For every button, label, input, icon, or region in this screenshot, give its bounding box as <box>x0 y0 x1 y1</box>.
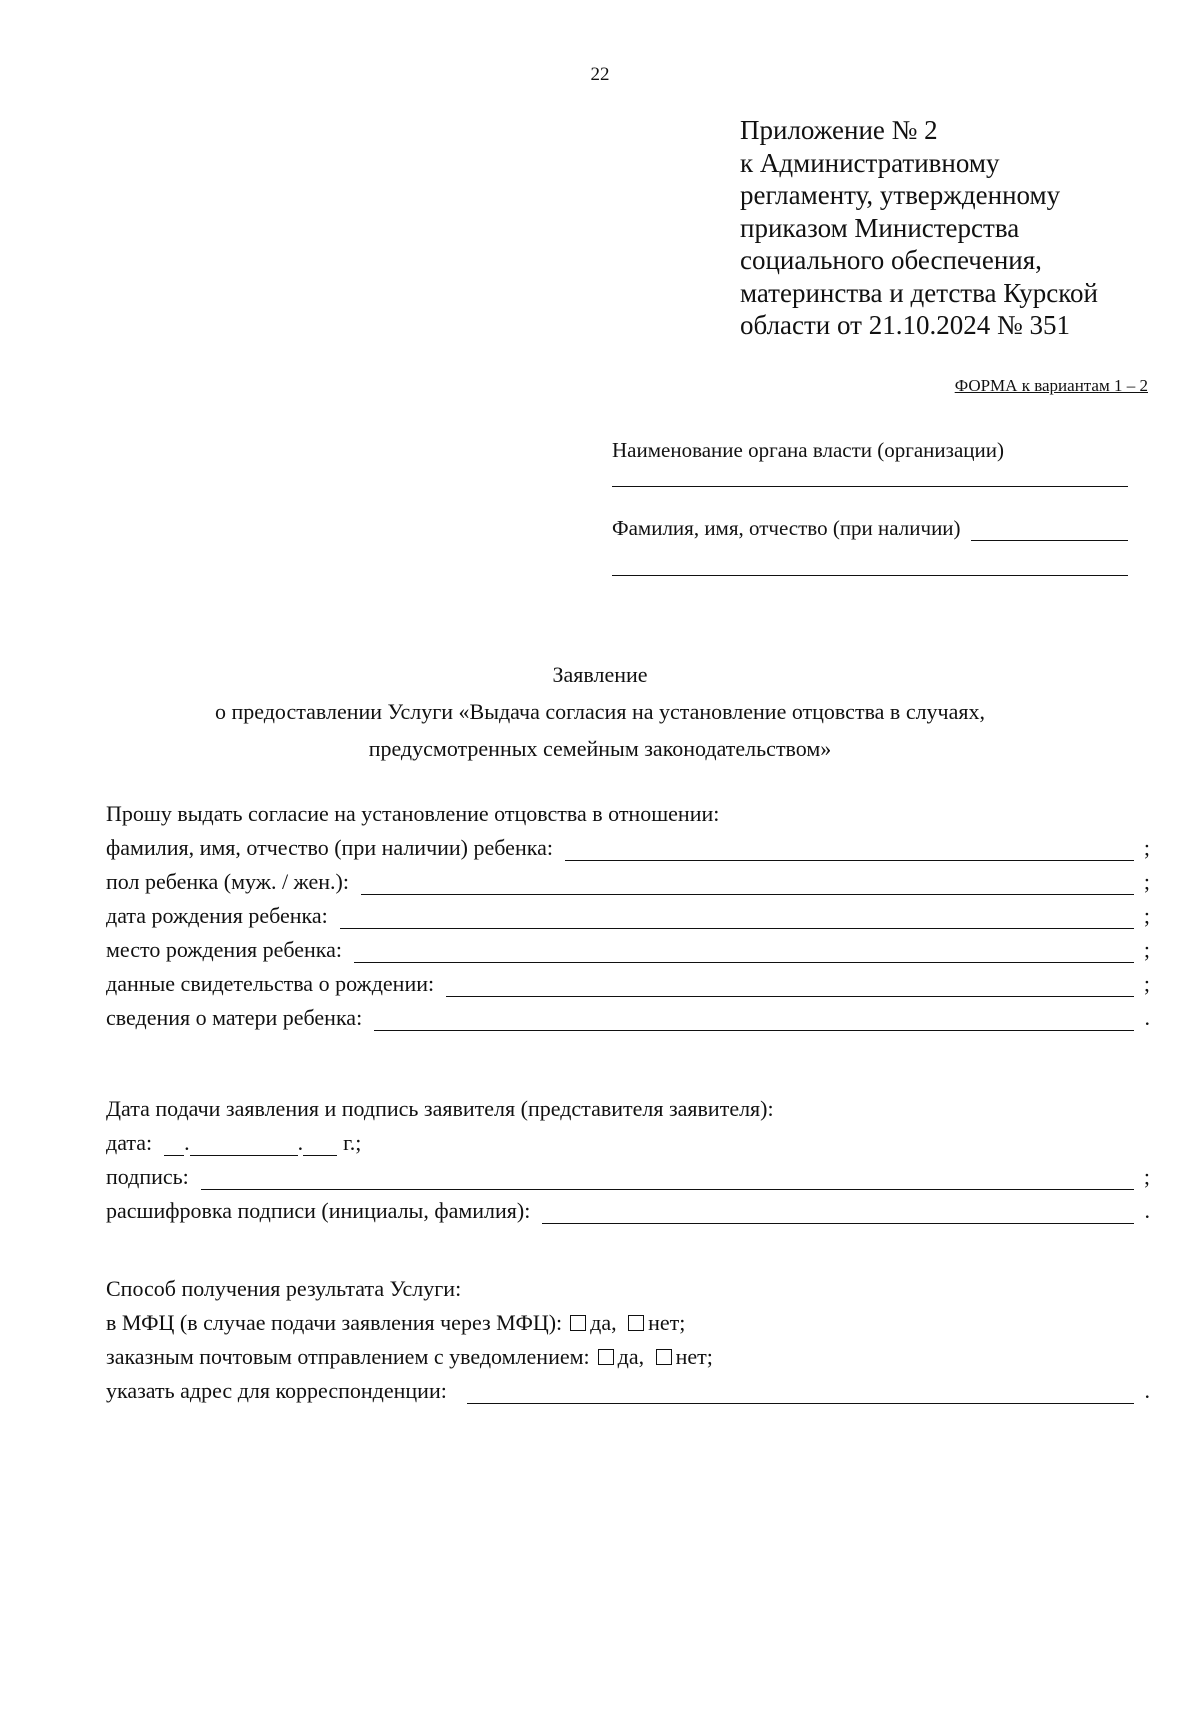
request-intro: Прошу выдать согласие на установление отцовства в отношении: <box>106 801 720 826</box>
signature-decode-field[interactable] <box>542 1201 1134 1224</box>
child-birthplace-field[interactable] <box>354 940 1134 963</box>
child-sex-field[interactable] <box>361 872 1134 895</box>
signature-field[interactable] <box>201 1167 1134 1190</box>
signature-intro-row <box>106 1088 1150 1122</box>
request-intro-row <box>106 793 1150 827</box>
mother-info-label: сведения о матери ребенка: <box>106 1005 363 1030</box>
row-end-mark: ; <box>1143 835 1150 860</box>
date-label: дата: <box>106 1130 153 1155</box>
document-heading <box>0 656 1200 767</box>
post-no-label: нет; <box>675 1344 713 1369</box>
delivery-mfc-label: в МФЦ (в случае подачи заявления через МФЦ): <box>106 1310 563 1335</box>
row-end-mark: . <box>1144 1378 1150 1403</box>
row-end-mark: ; <box>1143 903 1150 928</box>
birth-certificate-row <box>106 963 1150 997</box>
delivery-intro: Способ получения результата Услуги: <box>106 1276 462 1301</box>
date-separator: . <box>184 1130 190 1155</box>
heading-line-2: о предоставлении Услуги «Выдача согласия на установление отцовства в случаях, <box>214 699 986 724</box>
signature-row <box>106 1156 1150 1190</box>
birth-certificate-label: данные свидетельства о рождении: <box>106 971 435 996</box>
appendix-line: приказом Министерства <box>740 212 1020 243</box>
child-sex-label: пол ребенка (муж. / жен.): <box>106 869 349 894</box>
heading-title: Заявление <box>552 662 648 687</box>
child-sex-row <box>106 861 1150 895</box>
applicant-fio-label: Фамилия, имя, отчество (при наличии) <box>612 516 961 540</box>
child-fio-row <box>106 827 1150 861</box>
mother-info-row <box>106 997 1150 1031</box>
child-fio-label: фамилия, имя, отчество (при наличии) ребенка: <box>106 835 553 860</box>
row-end-mark: ; <box>1143 869 1150 894</box>
delivery-post-row <box>106 1336 1150 1370</box>
request-section <box>106 793 1150 1031</box>
delivery-address-row <box>106 1370 1150 1404</box>
appendix-line: материнства и детства Курской <box>740 277 1098 308</box>
authority-block <box>612 436 1128 576</box>
appendix-line: Приложение № 2 <box>740 115 938 145</box>
delivery-address-field[interactable] <box>467 1381 1134 1404</box>
row-end-mark: . <box>1144 1198 1150 1223</box>
delivery-address-label: указать адрес для корреспонденции: <box>106 1378 447 1403</box>
mfc-yes-label: да, <box>590 1310 617 1335</box>
date-row <box>106 1122 1150 1156</box>
delivery-mfc-row <box>106 1302 1150 1336</box>
post-yes-checkbox[interactable] <box>598 1349 614 1365</box>
child-birthdate-row <box>106 895 1150 929</box>
child-fio-field[interactable] <box>565 838 1134 861</box>
signature-intro: Дата подачи заявления и подпись заявителя (представителя заявителя): <box>106 1096 774 1121</box>
delivery-intro-row <box>106 1268 1150 1302</box>
mfc-yes-checkbox[interactable] <box>570 1315 586 1331</box>
date-day-field[interactable] <box>164 1135 184 1156</box>
mother-info-field[interactable] <box>374 1008 1134 1031</box>
applicant-fio-row <box>612 511 1128 541</box>
applicant-fio-field[interactable] <box>971 518 1128 541</box>
authority-name-label: Наименование органа власти (организации) <box>612 438 1004 462</box>
post-yes-label: да, <box>617 1344 645 1369</box>
child-birthplace-label: место рождения ребенка: <box>106 937 343 962</box>
form-reference: ФОРМА к вариантам 1 – 2 <box>954 376 1148 395</box>
date-month-field[interactable] <box>190 1135 298 1156</box>
page-number: 22 <box>590 64 610 85</box>
appendix-line: к Административному <box>740 147 1000 178</box>
applicant-fio-line-2[interactable] <box>612 575 1128 576</box>
date-separator: . <box>297 1130 304 1155</box>
signature-label: подпись: <box>106 1164 189 1189</box>
child-birthdate-label: дата рождения ребенка: <box>106 903 328 928</box>
delivery-post-label: заказным почтовым отправлением с уведомлением: <box>106 1344 590 1369</box>
authority-name-line[interactable] <box>612 486 1128 487</box>
row-end-mark: ; <box>1143 937 1150 962</box>
birth-certificate-field[interactable] <box>446 974 1134 997</box>
child-birthdate-field[interactable] <box>340 906 1134 929</box>
row-end-mark: . <box>1144 1005 1150 1030</box>
date-year-suffix: г.; <box>343 1130 362 1155</box>
heading-line-3: предусмотренных семейным законодательством» <box>368 736 832 761</box>
mfc-no-label: нет; <box>648 1310 686 1335</box>
mfc-no-checkbox[interactable] <box>628 1315 644 1331</box>
post-no-checkbox[interactable] <box>656 1349 672 1365</box>
signature-decode-label: расшифровка подписи (инициалы, фамилия): <box>106 1198 531 1223</box>
appendix-block <box>740 114 1180 342</box>
signature-section <box>106 1088 1150 1224</box>
appendix-line: социального обеспечения, <box>740 245 1042 275</box>
row-end-mark: ; <box>1143 1164 1150 1189</box>
date-year-field[interactable] <box>303 1135 337 1156</box>
delivery-section <box>106 1268 1150 1404</box>
row-end-mark: ; <box>1143 971 1150 996</box>
appendix-line: регламенту, утвержденному <box>740 180 1061 210</box>
child-birthplace-row <box>106 929 1150 963</box>
appendix-line: области от 21.10.2024 № 351 <box>740 310 1070 340</box>
signature-decode-row <box>106 1190 1150 1224</box>
